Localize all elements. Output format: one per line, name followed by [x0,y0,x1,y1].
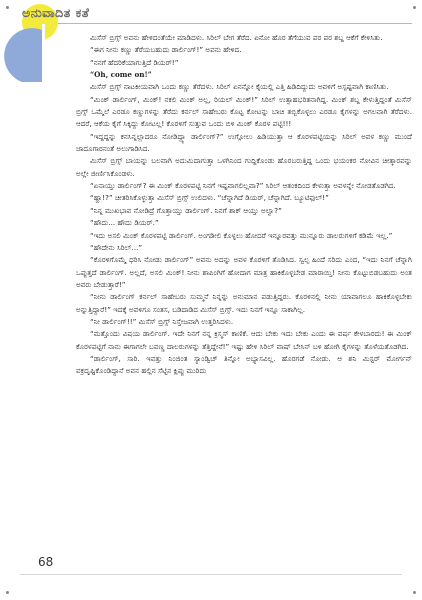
section-title: ಅನುವಾದಿತ ಕತೆ [22,5,90,20]
paragraph: “ಇದು ಅಸಲಿ ಮಿಂಕ್ ಕೊರಳಪಟ್ಟಿ ಡಾರ್ಲಿಂಗ್. ಅಂಗಡೀಲಿ ಕೊಳ್ಳಲು ಹೋದರೆ ಇನ್ನೂರವತ್ತು ಮುನ್ನೂರು ಡಾಲರುಗಳಿಗೆ ಕಡಿಮೆ ಇಲ್ಲ.” [90,230,393,240]
page-number: 68 [38,555,54,569]
paragraph: “ಮಿಂಕ್ ಡಾರ್ಲಿಂಗ್, ಮಿಂಕ್! ನಕಲಿ ಮಿಂಕ್ ಅಲ್ಲ, ರಿಯಲ್ ಮಿಂಕ್!” ಸಿರಿಲ್ ಉತ್ಸಾಹಭರಿತನಾಗಿದ್ದ. ಮಿಂಕ್ ಶಬ್ದ ಕೇಳುತ್ತಿದ್ದಂತೆ ಮಿಸೆಸ್ ಬ್ರಿಗ್ಸ್ ಒಮ್ಮೆಲೆ ಎರಡೂ ಕಣ್ಣುಗಳನ್ನು ತೆರೆದು ಕರ್ನಲ್ ಸಾಹೇಬರು ಕೊಟ್ಟ ಕೋಟನ್ನು ಬಾಚಿ ತಬ್ಬಿಕೊಳ್ಳಲು ಎರಡೂ ಕೈಗಳನ್ನು ಅಗಲವಾಗಿ ತೆರೆದಳು. ಆದರೆ, ಆಕೆಯ ಕೈಗೆ ಸಿಕ್ಕಿದ್ದು ಕೋಟಲ್ಲ! ಕೊರಳಿಗೆ ಸುತ್ತುವ ಒಂದು ಬಿಳಿ ಮಿಂಕ್ ಕೊರಳ ಪಟ್ಟಿ!!! [76,94,412,129]
article-body [76,32,412,378]
paragraph: “ಹೌದು... ಹೌದು ಡಿಯರ್.” [90,218,159,228]
paragraph: “ಹ್ಹಾ!?” ಚೀತರಿಸಿಕೊಳ್ಳುತ್ತಾ ಮಿಸೆಸ್ ಬ್ರಿಗ್ಸ್ ಉಲಿದಳು. “ಚೆನ್ನಾಗಿದೆ ಡಿಯರ್, ಚೆನ್ನಾಗಿದೆ. ಬ್ಯೂಟಿಫುಲ್!” [90,193,329,203]
paragraph: “ಏನಾಯ್ತು ಡಾರ್ಲಿಂಗ್? ಈ ಮಿಂಕ್ ಕೊರಳಪಟ್ಟಿ ನಿನಗೆ ಇಷ್ಟವಾಗಲಿಲ್ಲವಾ?” ಸಿರಿಲ್ ಆತಂಕದಿಂದ ಕೇಳುತ್ತಾ ಅವಳನ್ನೇ ನೋಡತೊಡಗಿದ. [90,181,396,191]
ornament-white-bar [42,24,45,84]
paragraph: “ಮತ್ತೊಂದು ವಿಷಯ ಡಾರ್ಲಿಂಗ್. ಇದೇ ನಿನಗೆ ನನ್ನ ಕ್ರಿಸ್ಮಸ್ ಕಾಣಿಕೆ. ಆದು ಬೇಕು ಇದು ಬೇಕು ಎಂದು ಈ ವರ್ಷ ಕೇಳಬಾರದು! ಈ ಮಿಂಕ್ ಕೊರಳಪಟ್ಟಿಗೆ ನಾನು ಈಗಾಗಲೇ ಬವಣ್ಣ ದಾಲರುಗಳನ್ನು ತೆತ್ತಿದ್ದೇನೆ!” ಇಷ್ಟು ಹೇಳಿ ಸಿರಿಲ್ ವಾಷ್ ಬೇಸಿನ್ ಬಳಿ ಹೋಗಿ ಕೈಗಳನ್ನು ತೊಳೆಯತೊಡಗಿದ. [76,329,412,351]
header-rule [58,23,412,24]
paragraph: “ಈಗ ನೀನು ಕಣ್ಣು ತೆರೆಯಬಹುದು ಡಾರ್ಲಿಂಗ್!” ಅವನು ಹೇಳಿದ. [90,45,242,55]
paragraph: “ಡಾರ್ಲಿಂಗ್, ಸಾರಿ. ಇವತ್ತು ನಿಂಜಿಂತ ಸ್ಯಾಂಡ್ವಿಚ್ ತಿನ್ನೋ ಅಭ್ಯಾಸವಿಲ್ಲ. ಹೊರಗಡೆ ನೋಡು. ಆ ಶನಿ ಮಿಸ್ಟರ್ ಮೋರ್ಗನ್ ವಕ್ರದೃಷ್ಟಿಕೊಂಡಿದ್ದಾನೆ ಅವನ ಹಲ್ಲಿನ ಸೆಟ್ಟಿನ ಕ್ಲಿಪ್ಪು ಮುರಿದು [76,353,412,376]
paragraph: “ನೀ ಡಾರ್ಲಿಂಗ್!!” ಮಿಸೆಸ್ ಬ್ರಿಗ್ಸ್ ನಿಸ್ತೇಜವಾಗಿ ಉತ್ತರಿಸಿದಳು. [90,316,234,326]
paragraph: “ನಿನ್ನ ಮುಖಭಾವ ನೋಡಿದ್ರೆ ಗೊತ್ತಾಯ್ತು ಡಾರ್ಲಿಂಗ್. ನಿನಗೆ ಶಾಕ್ ಆಯ್ತು ಅಲ್ವಾ?” [90,205,282,215]
crop-mark [6,591,9,594]
paragraph: “ನನಗೆ ಹೆದರಿಕೆಯಾಗುತ್ತಿದೆ ಡಿಯರ್!” [90,57,179,67]
paragraph: ಮಿಸೆಸ್ ಬ್ರಿಗ್ಸ್ ನಾಟಕೀಯವಾಗಿ ಒಂದು ಕಣ್ಣು ತೆರೆದಳು. ಸಿರಿಲ್ ಏನನ್ನೋ ಕೈಯಲ್ಲಿ ಎತ್ತಿ ಹಿಡಿದಿದ್ದುದು ಅವಳಿಗೆ ಅಸ್ಪಷ್ಟವಾಗಿ ಕಾಣಿಸಿತು. [90,82,389,92]
paragraph: “ಕೊರಳಿಗೊಮ್ಮೆ ಧರಿಸಿ ನೋಡು ಡಾರ್ಲಿಂಗ್” ಅವನು ಅದನ್ನು ಅವಳ ಕೊರಳಿಗೆ ತೊಡಿಸಿದ. ಸ್ವಲ್ಪ ಹಿಂದೆ ಸರಿದು ಎಂದ, “ಇದು ನಿನಗೆ ಚೆನ್ನಾಗಿ ಒಪ್ಪುತ್ತದೆ ಡಾರ್ಲಿಂಗ್. ಅಲ್ಲದೆ, ಅಸಲಿ ಮಿಂಕ್! ನೀನು ಶಾಪಿಂಗಿಗೆ ಹೋದಾಗ ಮಾತ್ರ ಹಾಕಿಕೊಳ್ಳಬೇಡ ಮಾರಾಯ್ತಿ! ನೀನು ಕೊಟ್ಟುಬಿಡಬಹುದು ಅಂತ ಅವರು ಬೇಡುತ್ತಾರೆ!” [76,255,412,289]
paragraph: “ಇದ್ದದ್ದನ್ನು ಕನಸಿನ್ನಲ್ಲಾದರೂ ನೋಡಿದ್ದ್ಯಾ ಡಾರ್ಲಿಂಗ್?” ಉಗ್ಗೋಲು ಹಿಡಿಯುತ್ತಾ ಆ ಕೊರಳಪಟ್ಟಿಯನ್ನು ಸಿರಿಲ್ ಅವಳ ಕಣ್ಣು ಮುಂದೆ ಜಾದೂಗಾರನಂತೆ ಅಲುಗಾಡಿಸಿದ. [76,131,412,154]
crop-mark [413,591,416,594]
crop-mark [6,6,9,9]
paragraph: “ನೀನು ಡಾರ್ಲಿಂಗ್ ಕರ್ನಲ್ ಸಾಹೇಬರು ಸುಮ್ಮನೆ ನಿನ್ನನ್ನು ಅನುಮಾನ ಪಡುತ್ತಿದ್ದರು. ಕೊರಳಿನಲ್ಲಿ ನೀನು ಯಾವಾಗಲೂ ಹಾಕಿಕೊಳ್ಳಬೇಕು ಅನ್ನುತ್ತಿದ್ದಾರೆ!” ಇದಕ್ಕೆ ಅವಳಿಗೂ ಸಂತಸ, ಬಡಿದಾಡಿದ ಮಿಸೆಸ್ ಬ್ರಿಗ್ಸ್. ಇದು ನಿನಗೆ ಇನ್ನೂ ಸಾಕಾಗಿಲ್ಲ. [76,292,412,314]
ornament-blue-shape [4,28,42,82]
paragraph: “Oh, come on!” [90,70,152,80]
crop-mark [413,6,416,9]
footer-rule [20,574,402,575]
paragraph: “ಹೌದೇನು ಸಿರಿಲ್...” [90,242,143,252]
paragraph: ಮಿಸೆಸ್ ಬ್ರಿಗ್ಸ್ ಅವನು ಹೇಳಿದಂತೆಯೇ ಮಾಡಿದಳು. ಸಿರಿಲ್ ಬೇಗ ತೆರೆದ. ಏನೋ ಹೊರ ತೆಗೆಯುವ ಪರ ಪರ ಶಬ್ದ ಆಕೆಗೆ ಕೇಳಿಸಿತು. [90,33,383,42]
paragraph: ಮಿಸೆಸ್ ಬ್ರಿಗ್ಸ್ ಬಾಯನ್ನು ಬಲವಾಗಿ ಅದುಮಿದಾಗುತ್ತಾ ಒಳಗಿನಿಂದ ಗುದ್ದಿಕೊಂಡು ಹೊರಬರುತ್ತಿದ್ದ ಒಂದು ಭಯಂಕರ ನೋವಿನ ಚೀತ್ಕಾರವನ್ನು ಅಲ್ಲೇ ಜೀರ್ಣಿಸಿಕೊಂಡಳು. [76,156,412,178]
